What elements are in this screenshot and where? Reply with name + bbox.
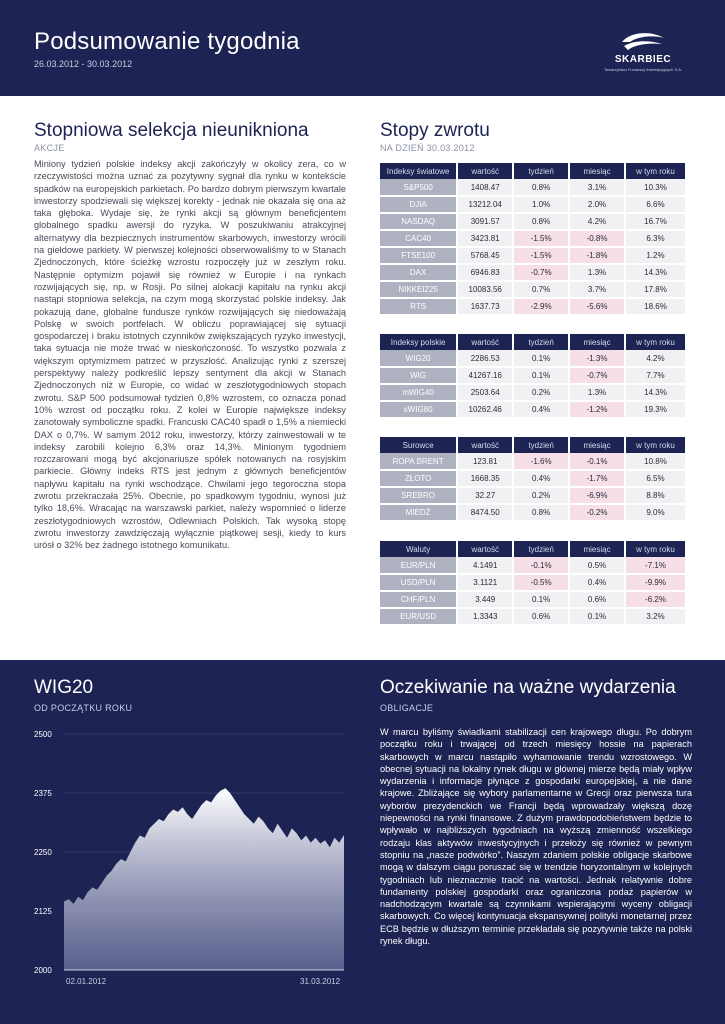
instrument-name: EUR/USD — [380, 608, 457, 625]
currencies-table — [380, 541, 687, 626]
table-header-cell: w tym roku — [625, 437, 686, 453]
table-cell: -0.1% — [569, 453, 625, 470]
table-cell: 0.8% — [513, 213, 569, 230]
table-cell: 6.6% — [625, 196, 686, 213]
instrument-name: ZŁOTO — [380, 470, 457, 487]
table-cell: -0.5% — [513, 574, 569, 591]
bonds-article: W marcu byliśmy świadkami stabilizacji cen krajowego długu. Po dobrym początku roku i trwającej od trzech miesięcy hossie na papierach skarbowych w marcu nastąpiło wyhamowanie trendu wzrostowego. W obecnej sytuacji na lokalny rynek długu w głównej mierze będą miały wpływ wydarzenia i informacje płynące z gospodarki europejskiej, a nie dane krajowe. Zbliżające się wybory parlamentarne w Grecji oraz pierwsza tura wyborów prezydenckich we Francji będą wprowadzały większą dozę niepewności na rynki finansowe. Z dużym prawdopodobieństwem będzie to wpływało w najbliższych tygodniach na wyższą zmienność wszelkiego rodzaju klas aktywów inwestycyjnych i przełoży się również w pewnym stopniu na „nasze podwórko”. Naszym zdaniem polskie obligacje skarbowe mogą w dalszym ciągu poruszać się w trendzie horyzontalnym w kolejnych tygodniach lub nieznacznie tracić na wartości. Jednak relatywnie dobre fundamenty polskiej gospodarki oraz ograniczona podaż papierów w nadchodzącym kwartale są czynnikami wspierającymi wyceny obligacji skarbowych. Co więcej kontynuacja ekspansywnej polityki monetarnej przez ECB będzie w dłuższym terminie przekładała się pozytywnie także na polski rynek długu. — [380, 727, 692, 947]
instrument-name: ROPA BRENT — [380, 453, 457, 470]
table-cell: 9.0% — [625, 504, 686, 521]
table-cell: 0.4% — [513, 470, 569, 487]
table-cell: 19.3% — [625, 401, 686, 418]
table-header-cell: miesiąc — [569, 163, 625, 179]
table-cell: 4.1491 — [457, 557, 513, 574]
instrument-name: SREBRO — [380, 487, 457, 504]
instrument-name: EUR/PLN — [380, 557, 457, 574]
table-cell: 17.8% — [625, 281, 686, 298]
table-row — [380, 230, 686, 247]
wig20-title: WIG20 — [34, 677, 94, 698]
table-cell: -9.9% — [625, 574, 686, 591]
table-cell: -0.7% — [513, 264, 569, 281]
table-cell: -1.2% — [569, 401, 625, 418]
equities-subtitle: AKCJE — [34, 143, 65, 153]
returns-title: Stopy zwrotu — [380, 120, 490, 141]
y-tick-label: 2250 — [34, 848, 52, 857]
table-cell: 5768.45 — [457, 247, 513, 264]
table-header-row — [380, 334, 686, 350]
table-cell: 2286.53 — [457, 350, 513, 367]
table-cell: 0.6% — [569, 591, 625, 608]
table-header-cell: Waluty — [380, 541, 457, 557]
table-row — [380, 384, 686, 401]
table-cell: 14.3% — [625, 384, 686, 401]
table-cell: 0.6% — [513, 608, 569, 625]
table-cell: 3091.57 — [457, 213, 513, 230]
instrument-name: CHF/PLN — [380, 591, 457, 608]
table-cell: 10262.46 — [457, 401, 513, 418]
table-row — [380, 298, 686, 315]
table-cell: -6.2% — [625, 591, 686, 608]
table-cell: 0.1% — [513, 350, 569, 367]
table-header-cell: Surowce — [380, 437, 457, 453]
page-title: Podsumowanie tygodnia — [34, 28, 300, 55]
table-header-cell: w tym roku — [625, 163, 686, 179]
table-cell: 41267.16 — [457, 367, 513, 384]
table-cell: 6946.83 — [457, 264, 513, 281]
table-row — [380, 367, 686, 384]
table-row — [380, 504, 686, 521]
table-header-row — [380, 541, 686, 557]
table-cell: 16.7% — [625, 213, 686, 230]
y-tick-label: 2500 — [34, 730, 52, 739]
table-cell: 8.8% — [625, 487, 686, 504]
instrument-name: NASDAQ — [380, 213, 457, 230]
y-tick-label: 2125 — [34, 907, 52, 916]
table-cell: 0.2% — [513, 384, 569, 401]
table-cell: 14.3% — [625, 264, 686, 281]
table-header-cell: w tym roku — [625, 541, 686, 557]
table-cell: -6.9% — [569, 487, 625, 504]
logo-subtitle: Towarzystwo Funduszy Inwestycyjnych S.A. — [603, 67, 683, 72]
wig20-chart — [30, 730, 350, 992]
instrument-name: RTS — [380, 298, 457, 315]
table-header-cell: wartość — [457, 334, 513, 350]
instrument-name: CAC40 — [380, 230, 457, 247]
table-row — [380, 196, 686, 213]
table-cell: 1.3% — [569, 264, 625, 281]
table-row — [380, 487, 686, 504]
equities-article: Miniony tydzień polskie indeksy akcji zakończyły w okolicy zera, co w rzeczywistości można uznać za pozytywny sygnał dla rynku w kontekście spadków na europejskich parkietach. Po bardzo dobrym pierwszym kwartale inwestorzy spodziewali się większej korekty - jednak nie okazała się ona aż taka głęboka. Wydaje się, że rynki akcji są głównym beneficjentem globalnego spadku awersji do ryzyka. W poszukiwaniu atrakcyjnej alternatywy dla bezpiecznych instrumentów skarbowych, inwestorzy wrócili na giełdowe parkiety. W pierwszej kolejności obserwowaliśmy to w Stanach Zjednoczonych, które ścieżkę wzrostu rozpoczęły już w zeszłym roku. Następnie optymizm pojawił się również w Europie i na rynkach rozwijających się, np. w Rosji. Po silnej alokacji kapitału na rynku akcji nastąpi stopniowa selekcja, na czym mogą skorzystać polskie indeksy. Jak pokazują dane, globalne fundusze rynków rozwijających się niedoważają Polskę w swoich portfelach. W obliczu poprawiającej się sytuacji gospodarczej i braku istotnych czynników zwiększających ryzyko inwestycji, taka sytuacja nie może trwać w nieskończoność. To wszystko pozwala z większym optymizmem patrzeć w przyszłość. Analizując rynki z szerszej perspektywy należy podkreślić lepszy sentyment dla akcji w Stanach Zjednoczonych niż w Europie, co widać w zeszłotygodniowych stopach zwrotu. S&P 500 podsumował tydzień 0,8% wzrostem, co oznacza ponad 10% wzrost od początku roku. Z kolei w Europie największe indeksy zanotowały symboliczne spadki. Francuski CAC40 spadł o 1,5% a niemiecki DAX o 0,7%. W samym 2012 roku, inwestorzy, którzy zainwestowali w te indeksy zarobili kolejno 6,3% oraz 14,3%. Minionym tygodniem rozczarowani mogą być akcjonariusze spółek notowanych na rosyjskim parkiecie. Główny indeks RTS jest jednym z głównych beneficjentów napływu kapitału na rynki wschodzące. Chwilami jego tegoroczna stopa zwrotu przekraczała 25%. Obecnie, po spadkowym tygodniu, wynosi już tylko 18,6%. Wracając na warszawski parkiet, należy wspomnieć o liderze zeszłotygodniowych wzrostów, Odlewniach Polskich. Tak wysoką stopę zwrotu inwestorzy zawdzięczają wyłącznie piątkowej sesji, kiedy to kurs urósł o 32% bez żadnego istotnego komunikatu. — [34, 159, 346, 551]
commodities-table — [380, 437, 687, 522]
table-cell: 1.3% — [569, 384, 625, 401]
world-indices-table — [380, 163, 687, 316]
table-header-cell: wartość — [457, 437, 513, 453]
table-cell: -1.6% — [513, 453, 569, 470]
table-cell: -2.9% — [513, 298, 569, 315]
instrument-name: FTSE100 — [380, 247, 457, 264]
table-cell: 6.5% — [625, 470, 686, 487]
y-tick-label: 2000 — [34, 966, 52, 975]
instrument-name: DAX — [380, 264, 457, 281]
bonds-subtitle: OBLIGACJE — [380, 703, 434, 713]
table-cell: 0.4% — [569, 574, 625, 591]
table-header-cell: miesiąc — [569, 437, 625, 453]
table-header-cell: miesiąc — [569, 541, 625, 557]
table-cell: 2.0% — [569, 196, 625, 213]
table-cell: 1668.35 — [457, 470, 513, 487]
table-cell: 3.7% — [569, 281, 625, 298]
table-cell: 3.1121 — [457, 574, 513, 591]
table-cell: 3423.81 — [457, 230, 513, 247]
table-cell: 18.6% — [625, 298, 686, 315]
table-cell: -0.8% — [569, 230, 625, 247]
table-cell: 2503.64 — [457, 384, 513, 401]
instrument-name: mWIG40 — [380, 384, 457, 401]
table-header-row — [380, 437, 686, 453]
instrument-name: NIKKEI225 — [380, 281, 457, 298]
table-header-cell: tydzień — [513, 437, 569, 453]
instrument-name: WIG — [380, 367, 457, 384]
table-cell: 0.2% — [513, 487, 569, 504]
table-cell: -5.6% — [569, 298, 625, 315]
company-logo — [598, 32, 688, 77]
equities-title: Stopniowa selekcja nieunikniona — [34, 120, 309, 141]
table-cell: 8474.50 — [457, 504, 513, 521]
table-cell: 10.3% — [625, 179, 686, 196]
table-header-cell: tydzień — [513, 334, 569, 350]
table-cell: 1637.73 — [457, 298, 513, 315]
table-cell: 1.3343 — [457, 608, 513, 625]
table-cell: -0.7% — [569, 367, 625, 384]
table-row — [380, 281, 686, 298]
table-row — [380, 179, 686, 196]
returns-subtitle: NA DZIEŃ 30.03.2012 — [380, 143, 475, 153]
x-tick-label: 31.03.2012 — [300, 977, 341, 986]
page-dates: 26.03.2012 - 30.03.2012 — [34, 59, 133, 69]
x-tick-label: 02.01.2012 — [66, 977, 107, 986]
instrument-name: WIG20 — [380, 350, 457, 367]
table-cell: -1.8% — [569, 247, 625, 264]
table-row — [380, 608, 686, 625]
table-header-cell: tydzień — [513, 541, 569, 557]
table-cell: 3.2% — [625, 608, 686, 625]
table-cell: 123.81 — [457, 453, 513, 470]
table-cell: 6.3% — [625, 230, 686, 247]
y-tick-label: 2375 — [34, 789, 52, 798]
table-cell: 0.1% — [513, 367, 569, 384]
table-cell: 3.1% — [569, 179, 625, 196]
table-header-row — [380, 163, 686, 179]
table-row — [380, 213, 686, 230]
instrument-name: MIEDŹ — [380, 504, 457, 521]
table-header-cell: Indeksy polskie — [380, 334, 457, 350]
logo-name: SKARBIEC — [614, 54, 672, 65]
polish-indices-table — [380, 334, 687, 419]
table-cell: 0.7% — [513, 281, 569, 298]
table-cell: -1.5% — [513, 247, 569, 264]
table-header-cell: wartość — [457, 163, 513, 179]
table-row — [380, 574, 686, 591]
table-cell: 0.5% — [569, 557, 625, 574]
table-cell: -1.5% — [513, 230, 569, 247]
table-cell: 0.8% — [513, 179, 569, 196]
instrument-name: USD/PLN — [380, 574, 457, 591]
table-cell: 7.7% — [625, 367, 686, 384]
table-row — [380, 247, 686, 264]
table-header-cell: Indeksy światowe — [380, 163, 457, 179]
table-row — [380, 401, 686, 418]
table-cell: 1408.47 — [457, 179, 513, 196]
table-cell: 0.1% — [513, 591, 569, 608]
logo-mark-icon — [620, 32, 666, 54]
table-cell: 0.4% — [513, 401, 569, 418]
table-header-cell: miesiąc — [569, 334, 625, 350]
table-header-cell: tydzień — [513, 163, 569, 179]
instrument-name: sWIG80 — [380, 401, 457, 418]
table-cell: 10.8% — [625, 453, 686, 470]
table-cell: 0.1% — [569, 608, 625, 625]
table-row — [380, 350, 686, 367]
table-cell: 4.2% — [569, 213, 625, 230]
instrument-name: DJIA — [380, 196, 457, 213]
table-cell: -0.2% — [569, 504, 625, 521]
wig20-area-series — [64, 788, 344, 970]
table-row — [380, 470, 686, 487]
table-header-cell: w tym roku — [625, 334, 686, 350]
table-cell: 3.449 — [457, 591, 513, 608]
table-row — [380, 557, 686, 574]
table-cell: -0.1% — [513, 557, 569, 574]
table-cell: -1.7% — [569, 470, 625, 487]
instrument-name: S&P500 — [380, 179, 457, 196]
table-row — [380, 264, 686, 281]
table-cell: 1.0% — [513, 196, 569, 213]
table-cell: 10083.56 — [457, 281, 513, 298]
wig20-subtitle: OD POCZĄTKU ROKU — [34, 703, 133, 713]
table-cell: -1.3% — [569, 350, 625, 367]
table-cell: 1.2% — [625, 247, 686, 264]
bonds-title: Oczekiwanie na ważne wydarzenia — [380, 677, 676, 698]
table-row — [380, 591, 686, 608]
table-cell: 0.8% — [513, 504, 569, 521]
page-header — [0, 0, 725, 96]
table-header-cell: wartość — [457, 541, 513, 557]
table-cell: -7.1% — [625, 557, 686, 574]
table-cell: 13212.04 — [457, 196, 513, 213]
wig20-chart-svg — [30, 730, 350, 992]
table-cell: 32.27 — [457, 487, 513, 504]
table-row — [380, 453, 686, 470]
table-cell: 4.2% — [625, 350, 686, 367]
